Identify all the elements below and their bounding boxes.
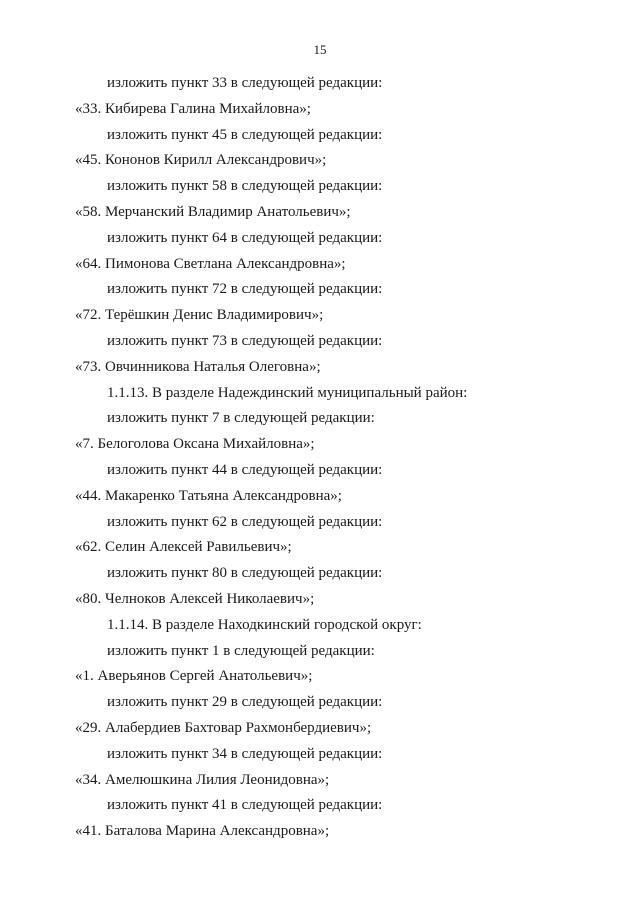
entry-line: «1. Аверьянов Сергей Анатольевич»; — [75, 668, 313, 685]
entry-line: «72. Терёшкин Денис Владимирович»; — [75, 307, 324, 324]
instruction-line: изложить пункт 33 в следующей редакции: — [107, 75, 383, 91]
entry-line: «80. Челноков Алексей Николаевич»; — [75, 590, 315, 607]
instruction-line: 1.1.13. В разделе Надеждинский муниципальный район: — [107, 384, 468, 401]
instruction-line: изложить пункт 34 в следующей редакции: — [107, 745, 383, 762]
entry-line: «64. Пимонова Светлана Александровна»; — [75, 255, 346, 272]
entry-line: «33. Кибирева Галина Михайловна»; — [75, 100, 311, 117]
instruction-line: изложить пункт 45 в следующей редакции: — [107, 126, 383, 143]
entry-line: «44. Макаренко Татьяна Александровна»; — [75, 487, 342, 504]
entry-line: «7. Белоголова Оксана Михайловна»; — [75, 436, 315, 453]
instruction-line: изложить пункт 29 в следующей редакции: — [107, 694, 383, 711]
entry-line: «41. Баталова Марина Александровна»; — [75, 823, 330, 840]
instruction-line: изложить пункт 80 в следующей редакции: — [107, 565, 383, 582]
instruction-line: изложить пункт 7 в следующей редакции: — [107, 410, 375, 427]
instruction-line: изложить пункт 41 в следующей редакции: — [107, 797, 383, 814]
instruction-line: 1.1.14. В разделе Находкинский городской округ: — [107, 616, 422, 633]
page-number: 15 — [313, 42, 327, 57]
instruction-line: изложить пункт 58 в следующей редакции: — [107, 178, 383, 195]
entry-line: «58. Мерчанский Владимир Анатольевич»; — [75, 203, 351, 220]
instruction-line: изложить пункт 62 в следующей редакции: — [107, 513, 383, 530]
instruction-line: изложить пункт 1 в следующей редакции: — [107, 642, 375, 659]
instruction-line: изложить пункт 72 в следующей редакции: — [107, 281, 383, 298]
entry-line: «62. Селин Алексей Равильевич»; — [75, 539, 292, 556]
instruction-line: изложить пункт 73 в следующей редакции: — [107, 332, 383, 349]
instruction-line: изложить пункт 64 в следующей редакции: — [107, 229, 383, 246]
entry-line: «73. Овчинникова Наталья Олеговна»; — [75, 358, 321, 375]
entry-line: «45. Кононов Кирилл Александрович»; — [75, 152, 327, 169]
entry-line: «29. Алабердиев Бахтовар Рахмонбердиевич»; — [75, 719, 372, 736]
instruction-line: изложить пункт 44 в следующей редакции: — [107, 461, 383, 478]
document-body — [0, 73, 640, 847]
entry-line: «34. Амелюшкина Лилия Леонидовна»; — [75, 771, 330, 788]
